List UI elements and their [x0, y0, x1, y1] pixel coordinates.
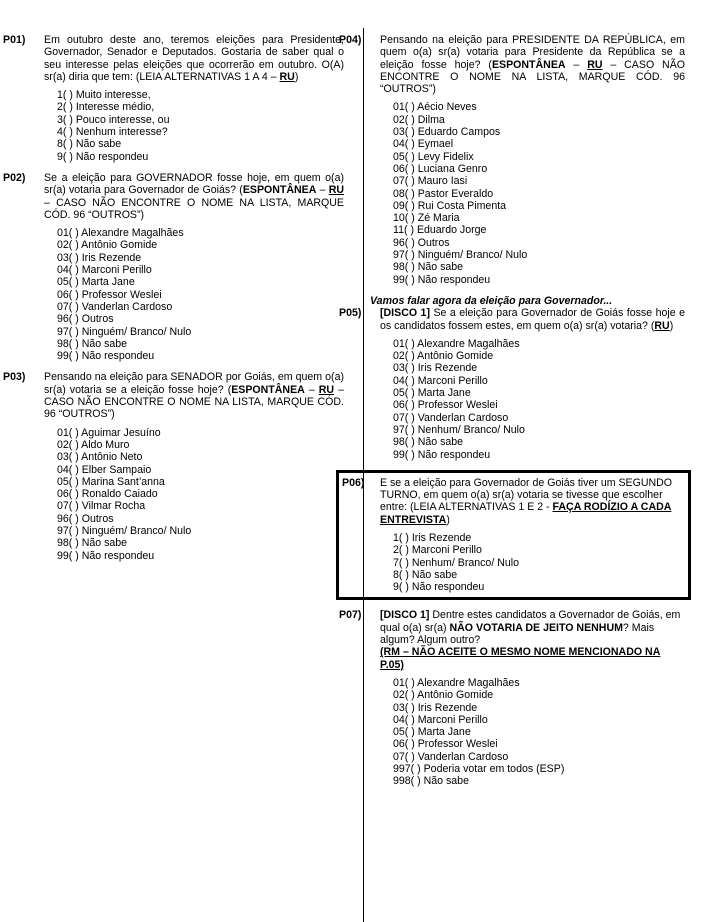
option-list [57, 89, 344, 163]
question-id: P01) [3, 34, 26, 46]
answer-option: 9( ) Não respondeu [57, 150, 149, 163]
question-id: P05) [339, 307, 362, 320]
question-p04 [339, 34, 686, 286]
answer-option: 07( ) Vanderlan Cardoso [393, 750, 509, 763]
answer-option: 99( ) Não respondeu [393, 448, 491, 461]
answer-option: 03( ) Iris Rezende [393, 701, 478, 714]
question-id: P07) [339, 609, 362, 622]
answer-option: 997( ) Poderia votar em todos (ESP) [393, 763, 565, 776]
answer-option: 97( ) Ninguém/ Branco/ Nulo [57, 524, 192, 537]
answer-option: 03( ) Eduardo Campos [393, 126, 501, 139]
option-list [393, 101, 685, 285]
answer-option: 01( ) Alexandre Magalhães [393, 676, 520, 689]
question-p07 [339, 609, 685, 788]
answer-option: 04( ) Marconi Perillo [57, 264, 152, 277]
answer-option: 03( ) Antônio Neto [57, 451, 143, 464]
answer-option: 2( ) Interesse médio, [57, 101, 155, 114]
answer-option: 11( ) Eduardo Jorge [393, 224, 487, 237]
question-p01 [3, 34, 344, 163]
answer-option: 05( ) Marta Jane [57, 276, 135, 289]
question-p05 [339, 307, 685, 461]
answer-option: 01( ) Aguimar Jesuíno [57, 426, 161, 439]
answer-option: 07( ) Vilmar Rocha [57, 500, 146, 513]
answer-option: 01( ) Aécio Neves [393, 101, 477, 114]
answer-option: 96( ) Outros [57, 512, 114, 525]
answer-option: 98( ) Não sabe [393, 436, 464, 449]
answer-option: 98( ) Não sabe [393, 261, 464, 274]
answer-option: 06( ) Ronaldo Caiado [57, 488, 158, 501]
answer-option: 04( ) Marconi Perillo [393, 713, 488, 726]
answer-option: 10( ) Zé Maria [393, 212, 460, 225]
answer-option: 05( ) Levy Fidelix [393, 150, 474, 163]
answer-option: 04( ) Eymael [393, 138, 454, 151]
answer-option: 06( ) Professor Weslei [57, 288, 162, 301]
answer-option: 2( ) Marconi Perillo [393, 544, 482, 557]
question-text: Pensando na eleição para PRESIDENTE DA REPÚBLICA, em quem o(a) sr(a) votaria para Presidente da República se a eleição fosse hoje? (ESPONTÂNEA – RU – CASO NÃO ENCONTRE O NOME NA LISTA, MARQUE CÓD. 96 “OUTROS”) [380, 34, 686, 96]
answer-option: 96( ) Outros [393, 236, 450, 249]
answer-option: 98( ) Não sabe [57, 537, 128, 550]
option-list [393, 532, 680, 593]
answer-option: 03( ) Iris Rezende [393, 362, 478, 375]
answer-option: 06( ) Professor Weslei [393, 399, 498, 412]
answer-option: 08( ) Pastor Everaldo [393, 187, 494, 200]
answer-option: 05( ) Marta Jane [393, 726, 471, 739]
question-text: [DISCO 1] Dentre estes candidatos a Governador de Goiás, em qual o(a) sr(a) NÃO VOTARIA DE JEITO NENHUM? Mais algum? Algum outro? (RM – NÃO ACEITE O MESMO NOME MENCIONADO NA P.05) [380, 609, 681, 671]
answer-option: 04( ) Marconi Perillo [393, 374, 488, 387]
question-p06 [336, 470, 691, 601]
section-title: Vamos falar agora da eleição para Governador... [370, 294, 613, 307]
option-list [57, 427, 344, 562]
question-text: E se a eleição para Governador de Goiás tiver um SEGUNDO TURNO, em quem o(a) sr(a) votaria se tivesse que escolher entre: (LEIA ALTERNATIVAS 1 E 2 - FAÇA RODÍZIO A CADA ENTREVISTA) [380, 476, 673, 526]
answer-option: 8( ) Não sabe [57, 138, 122, 151]
answer-option: 07( ) Vanderlan Cardoso [57, 300, 173, 313]
answer-option: 01( ) Alexandre Magalhães [57, 227, 184, 240]
option-list [393, 338, 685, 461]
answer-option: 07( ) Vanderlan Cardoso [393, 411, 509, 424]
answer-option: 3( ) Pouco interesse, ou [57, 113, 170, 126]
question-p03 [3, 371, 345, 562]
question-text: Em outubro deste ano, teremos eleições para Presidente, Governador, Senador e Deputados. Gostaria de saber qual o seu interesse pelas eleições que ocorrerão em outubro. O(A) sr(a) diria que tem: (LEIA ALTERNATIVAS 1 A 4 – RU) [44, 34, 344, 83]
answer-option: 02( ) Antônio Gomide [393, 689, 494, 702]
answer-option: 7( ) Nenhum/ Branco/ Nulo [393, 556, 520, 569]
answer-option: 05( ) Marta Jane [393, 387, 471, 400]
answer-option: 04( ) Elber Sampaio [57, 463, 152, 476]
answer-option: 03( ) Iris Rezende [57, 251, 142, 264]
answer-option: 9( ) Não respondeu [393, 581, 485, 594]
answer-option: 01( ) Alexandre Magalhães [393, 337, 520, 350]
answer-option: 98( ) Não sabe [57, 337, 128, 350]
option-list [57, 227, 344, 362]
answer-option: 97( ) Ninguém/ Branco/ Nulo [57, 325, 192, 338]
answer-option: 97( ) Ninguém/ Branco/ Nulo [393, 249, 528, 262]
question-text: [DISCO 1] Se a eleição para Governador de Goiás fosse hoje e os candidatos fossem estes, em quem o(a) sr(a) votaria? (RU) [380, 307, 685, 332]
left-column [3, 34, 345, 571]
answer-option: 1( ) Iris Rezende [393, 531, 472, 544]
question-id: P02) [3, 171, 26, 184]
answer-option: 07( ) Mauro Iasi [393, 175, 468, 188]
answer-option: 97( ) Nenhum/ Branco/ Nulo [393, 423, 525, 436]
answer-option: 4( ) Nenhum interesse? [57, 126, 168, 139]
answer-option: 99( ) Não respondeu [393, 273, 491, 286]
answer-option: 06( ) Luciana Genro [393, 162, 488, 175]
option-list [393, 677, 685, 788]
answer-option: 8( ) Não sabe [393, 568, 458, 581]
question-id: P03) [3, 371, 26, 384]
answer-option: 99( ) Não respondeu [57, 350, 155, 363]
question-p02 [3, 171, 344, 363]
answer-option: 06( ) Professor Weslei [393, 738, 498, 751]
answer-option: 02( ) Dilma [393, 113, 445, 126]
answer-option: 02( ) Antônio Gomide [57, 239, 158, 252]
answer-option: 02( ) Aldo Muro [57, 438, 130, 451]
answer-option: 998( ) Não sabe [393, 775, 469, 788]
question-id: P04) [339, 34, 362, 46]
question-id: P06) [342, 476, 365, 489]
answer-option: 99( ) Não respondeu [57, 549, 155, 562]
right-column [339, 34, 686, 797]
answer-option: 02( ) Antônio Gomide [393, 350, 494, 363]
question-text: Pensando na eleição para SENADOR por Goiás, em quem o(a) sr(a) votaria se a eleição fosse hoje? (ESPONTÂNEA – RU – CASO NÃO ENCONTRE O NOME NA LISTA, MARQUE CÓD. 96 “OUTROS”) [44, 371, 345, 421]
answer-option: 96( ) Outros [57, 313, 114, 326]
question-text: Se a eleição para GOVERNADOR fosse hoje, em quem o(a) sr(a) votaria para Governador de Goiás? (ESPONTÂNEA – RU – CASO NÃO ENCONTRE O NOME NA LISTA, MARQUE CÓD. 96 “OUTROS”) [44, 171, 344, 221]
answer-option: 05( ) Marina Sant’anna [57, 475, 165, 488]
answer-option: 09( ) Rui Costa Pimenta [393, 199, 507, 212]
answer-option: 1( ) Muito interesse, [57, 89, 151, 102]
